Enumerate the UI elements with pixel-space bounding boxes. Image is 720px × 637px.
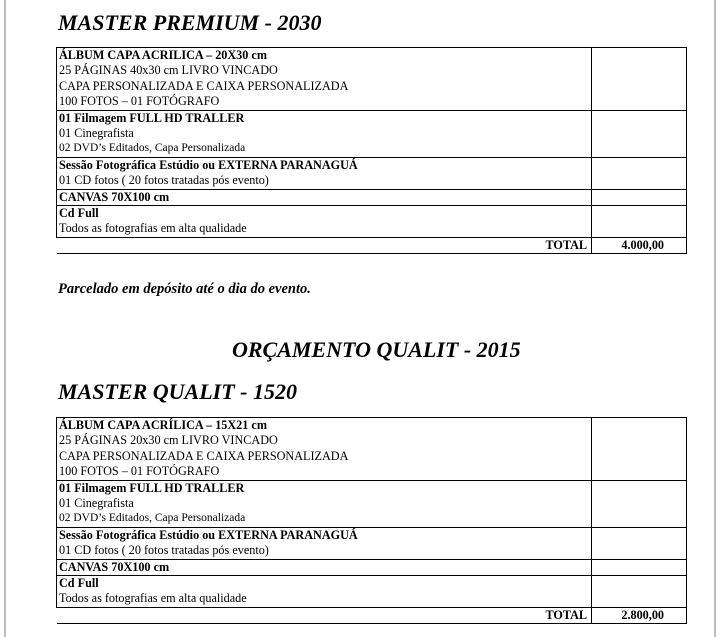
- table-row: [57, 189, 687, 205]
- item-detail: Todos as fotografias em alta qualidade: [59, 221, 247, 236]
- price-cell: [592, 189, 687, 205]
- total-row: [57, 237, 687, 253]
- item-detail: 01 CD fotos ( 20 fotos tratadas pós evento): [59, 173, 269, 188]
- item-detail: 02 DVD’s Editados, Capa Personalizada: [59, 512, 246, 525]
- total-label: TOTAL: [57, 607, 592, 623]
- item-detail: CAPA PERSONALIZADA E CAIXA PERSONALIZADA: [59, 448, 349, 463]
- page-right-edge: [714, 0, 716, 637]
- item-cell: [57, 527, 592, 559]
- item-detail: 01 Cinegrafista: [59, 126, 134, 141]
- item-heading: 01 Filmagem FULL HD TRALLER: [59, 110, 245, 125]
- price-cell: [592, 480, 687, 527]
- premium-title: MASTER PREMIUM - 2030: [58, 10, 322, 35]
- item-detail: 100 FOTOS – 01 FOTÓGRAFO: [59, 94, 220, 109]
- price-cell: [592, 559, 687, 575]
- table-row: [57, 206, 687, 238]
- premium-table: [56, 47, 687, 254]
- item-heading: Sessão Fotográfica Estúdio ou EXTERNA PARANAGUÁ: [59, 527, 358, 542]
- item-cell: [57, 110, 592, 157]
- item-detail: 01 Cinegrafista: [59, 496, 134, 511]
- table-row: [57, 110, 687, 157]
- price-cell: [592, 527, 687, 559]
- total-value: 4.000,00: [592, 237, 687, 253]
- item-detail: 25 PÁGINAS 20x30 cm LIVRO VINCADO: [59, 433, 278, 448]
- payment-note: Parcelado em depósito até o dia do evento.: [58, 281, 311, 297]
- item-detail: Todos as fotografias em alta qualidade: [59, 591, 247, 606]
- item-detail: 02 DVD’s Editados, Capa Personalizada: [59, 142, 246, 155]
- item-heading: CANVAS 70X100 cm: [59, 189, 170, 204]
- total-label: TOTAL: [57, 237, 592, 253]
- page-left-edge: [4, 0, 6, 637]
- item-cell: [57, 576, 592, 608]
- table-row: [57, 480, 687, 527]
- table-row: [57, 576, 687, 608]
- item-detail: 100 FOTOS – 01 FOTÓGRAFO: [59, 464, 220, 479]
- item-detail: 25 PÁGINAS 40x30 cm LIVRO VINCADO: [59, 63, 278, 78]
- item-cell: [57, 48, 592, 111]
- item-cell: [57, 206, 592, 238]
- item-cell: [57, 559, 592, 575]
- table-row: [57, 157, 687, 189]
- item-detail: CAPA PERSONALIZADA E CAIXA PERSONALIZADA: [59, 78, 349, 93]
- total-value: 2.800,00: [592, 607, 687, 623]
- price-cell: [592, 157, 687, 189]
- item-cell: [57, 157, 592, 189]
- item-heading: ÁLBUM CAPA ACRÍLICA – 15X21 cm: [59, 418, 267, 432]
- table-row: [57, 48, 687, 111]
- item-cell: [57, 480, 592, 527]
- table-row: [57, 418, 687, 481]
- item-heading: 01 Filmagem FULL HD TRALLER: [59, 480, 245, 495]
- item-heading: CANVAS 70X100 cm: [59, 559, 170, 574]
- price-cell: [592, 110, 687, 157]
- price-cell: [592, 576, 687, 608]
- item-heading: Cd Full: [59, 206, 99, 221]
- price-cell: [592, 48, 687, 111]
- price-cell: [592, 418, 687, 481]
- item-heading: ÁLBUM CAPA ACRILICA – 20X30 cm: [59, 48, 267, 62]
- table-row: [57, 527, 687, 559]
- qualit-table: [56, 417, 687, 624]
- qualit-title: MASTER QUALIT - 1520: [58, 379, 297, 404]
- qualit-heading: ORÇAMENTO QUALIT - 2015: [232, 337, 521, 362]
- item-heading: Sessão Fotográfica Estúdio ou EXTERNA PARANAGUÁ: [59, 157, 358, 172]
- item-cell: [57, 189, 592, 205]
- item-detail: 01 CD fotos ( 20 fotos tratadas pós evento): [59, 543, 269, 558]
- item-cell: [57, 418, 592, 481]
- price-cell: [592, 206, 687, 238]
- table-row: [57, 559, 687, 575]
- total-row: [57, 607, 687, 623]
- item-heading: Cd Full: [59, 576, 99, 591]
